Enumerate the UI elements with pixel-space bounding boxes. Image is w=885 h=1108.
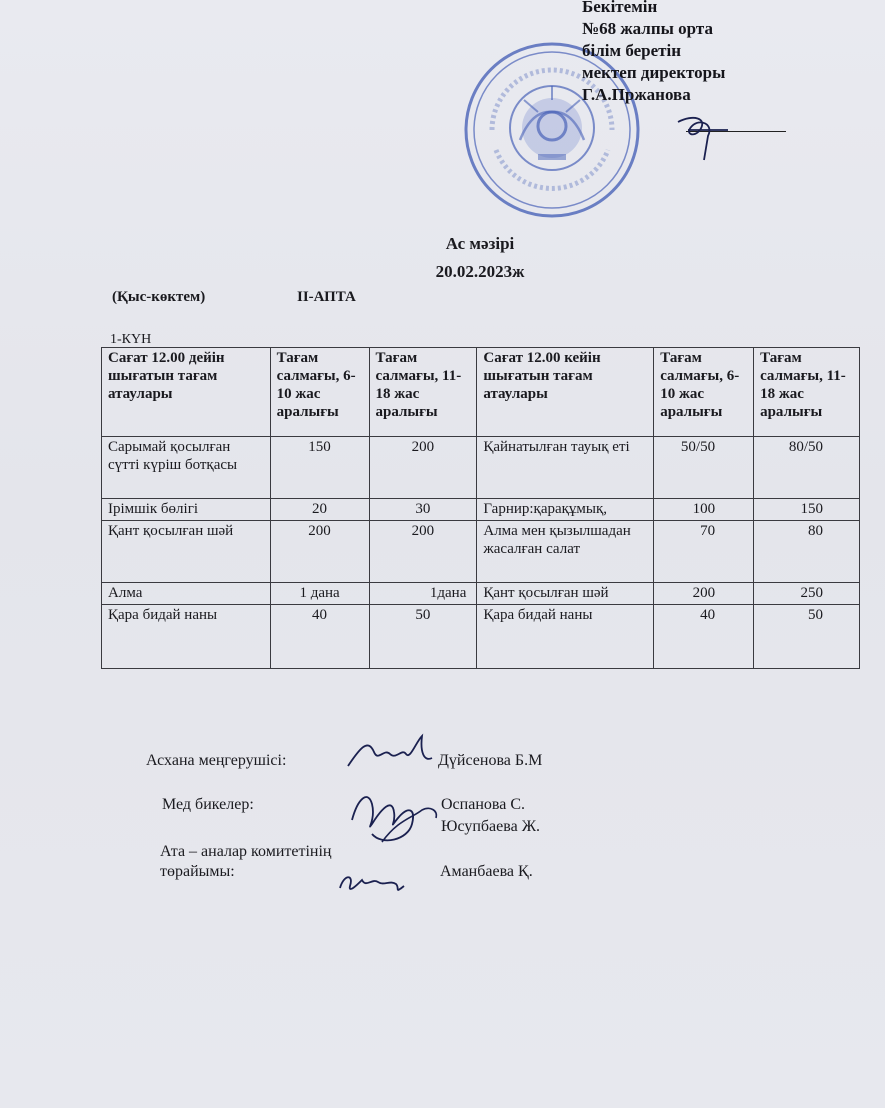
committee-role-line-1: Ата – аналар комитетінің xyxy=(160,843,332,860)
cell-dish: Қара бидай наны xyxy=(477,605,654,669)
nurse-name-1: Оспанова С. xyxy=(441,796,525,813)
cell-weight: 150 xyxy=(270,437,369,499)
cell-weight: 200 xyxy=(369,521,477,583)
approval-line-2: №68 жалпы орта xyxy=(582,19,713,38)
cell-weight: 250 xyxy=(754,583,860,605)
header-morning-weight-6-10: Тағам салмағы, 6-10 жас аралығы xyxy=(270,348,369,437)
season-label: (Қыс-көктем) xyxy=(112,289,206,305)
cell-weight: 30 xyxy=(369,499,477,521)
approval-line-1: Бекітемін xyxy=(582,0,658,16)
cell-dish: Сарымай қосылған сүтті күріш ботқасы xyxy=(102,437,271,499)
menu-table xyxy=(101,347,860,669)
table-row xyxy=(102,499,860,521)
cell-weight: 40 xyxy=(654,605,754,669)
page-date: 20.02.2023ж xyxy=(435,262,525,281)
table-row xyxy=(102,437,860,499)
approval-block xyxy=(582,0,725,106)
cell-weight: 1дана xyxy=(369,583,477,605)
cell-weight: 50 xyxy=(754,605,860,669)
cell-weight: 150 xyxy=(754,499,860,521)
cell-dish: Қант қосылған шәй xyxy=(477,583,654,605)
kitchen-manager-role: Асхана меңгерушісі: xyxy=(146,752,287,769)
director-signature xyxy=(648,104,748,164)
cell-weight: 50 xyxy=(369,605,477,669)
nurse-signatures xyxy=(342,780,452,860)
table-row xyxy=(102,583,860,605)
cell-dish: Қара бидай наны xyxy=(102,605,271,669)
cell-weight: 200 xyxy=(369,437,477,499)
nurse-role: Мед бикелер: xyxy=(162,796,254,813)
nurse-name-2: Юсупбаева Ж. xyxy=(441,818,541,835)
cell-weight: 70 xyxy=(654,521,754,583)
committee-name: Аманбаева Қ. xyxy=(440,863,533,880)
kitchen-manager-name: Дүйсенова Б.М xyxy=(438,752,543,769)
table-row xyxy=(102,521,860,583)
header-afternoon-dish: Сағат 12.00 кейін шығатын тағам атаулары xyxy=(477,348,654,437)
page-title: Ас мәзірі xyxy=(445,234,515,253)
cell-weight: 80 xyxy=(754,521,860,583)
cell-dish: Қайнатылған тауық еті xyxy=(477,437,654,499)
cell-weight: 20 xyxy=(270,499,369,521)
cell-weight: 80/50 xyxy=(754,437,860,499)
approval-line-5: Г.А.Пржанова xyxy=(582,85,691,104)
approval-line-4: мектеп директоры xyxy=(582,63,726,82)
header-morning-dish: Сағат 12.00 дейін шығатын тағам атаулары xyxy=(102,348,271,437)
day-label: 1-КҮН xyxy=(110,332,152,347)
table-row xyxy=(102,605,860,669)
cell-weight: 1 дана xyxy=(270,583,369,605)
header-afternoon-weight-6-10: Тағам салмағы, 6-10 жас аралығы xyxy=(654,348,754,437)
header-morning-weight-11-18: Тағам салмағы, 11-18 жас аралығы xyxy=(369,348,477,437)
cell-dish: Қант қосылған шәй xyxy=(102,521,271,583)
cell-weight: 100 xyxy=(654,499,754,521)
approval-line-3: білім беретін xyxy=(582,41,682,60)
cell-weight: 40 xyxy=(270,605,369,669)
cell-dish: Алма xyxy=(102,583,271,605)
committee-signature xyxy=(334,860,414,900)
committee-role-line-2: төрайымы: xyxy=(160,863,235,880)
cell-dish: Ірімшік бөлігі xyxy=(102,499,271,521)
week-label: ІІ-АПТА xyxy=(297,289,356,305)
kitchen-manager-signature xyxy=(340,718,440,778)
table-header-row xyxy=(102,348,860,437)
cell-weight: 200 xyxy=(270,521,369,583)
header-afternoon-weight-11-18: Тағам салмағы, 11-18 жас аралығы xyxy=(754,348,860,437)
cell-dish: Алма мен қызылшадан жасалған салат xyxy=(477,521,654,583)
cell-weight: 50/50 xyxy=(654,437,754,499)
cell-weight: 200 xyxy=(654,583,754,605)
cell-dish: Гарнир:қарақұмық, xyxy=(477,499,654,521)
